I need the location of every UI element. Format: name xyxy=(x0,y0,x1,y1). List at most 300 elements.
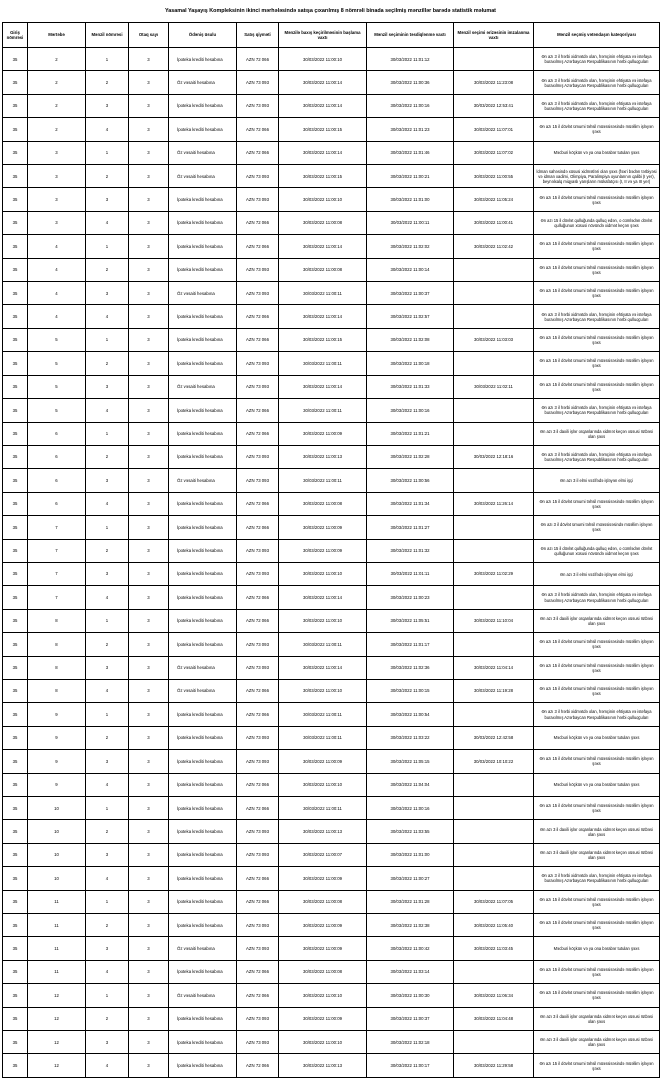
entrance-cell: 35 xyxy=(3,679,28,702)
apartment-number-cell: 3 xyxy=(86,937,129,960)
room-count-cell: 3 xyxy=(129,914,169,937)
table-row xyxy=(3,633,660,656)
apartment-number-cell: 1 xyxy=(86,328,129,351)
room-count-cell: 3 xyxy=(129,539,169,562)
citizen-category-cell: Ən azı 15 il dövlət ümumi təhsil müəssisəsində müəllim işləyən şəxs xyxy=(534,890,660,913)
floor-cell: 10 xyxy=(28,820,86,843)
selection-confirmed-cell: 30/03/2022 11:05:51 xyxy=(367,609,454,632)
floor-cell: 10 xyxy=(28,867,86,890)
application-signed-cell: 30/03/2022 11:02:29 xyxy=(454,562,534,585)
payment-method-cell: İpoteka krediti hesabına xyxy=(169,890,237,913)
sale-price-cell: AZN 72 066 xyxy=(237,422,279,445)
apartment-number-cell: 3 xyxy=(86,188,129,211)
sale-price-cell: AZN 72 066 xyxy=(237,235,279,258)
entrance-cell: 35 xyxy=(3,188,28,211)
table-row xyxy=(3,1054,660,1077)
sale-price-cell: AZN 73 093 xyxy=(237,165,279,188)
citizen-category-cell: Ən azı 15 il dövlət ümumi təhsil müəssisəsində müəllim işləyən şəxs xyxy=(534,679,660,702)
entrance-cell: 35 xyxy=(3,890,28,913)
table-row xyxy=(3,867,660,890)
viewing-start-cell: 30/03/2022 11:00:10 xyxy=(279,48,367,71)
table-row xyxy=(3,235,660,258)
sale-price-cell: AZN 72 066 xyxy=(237,48,279,71)
sale-price-cell: AZN 73 093 xyxy=(237,820,279,843)
room-count-cell: 3 xyxy=(129,328,169,351)
citizen-category-cell: Ən azı 3 il hərbi xidmətdə olan, həmçinin ehtiyata və istefaya buraxılmış Azərbaycan Respublikasının hərbi qulluqçuları xyxy=(534,305,660,328)
selection-confirmed-cell: 30/03/2022 11:02:08 xyxy=(367,328,454,351)
selection-confirmed-cell: 30/03/2022 11:01:21 xyxy=(367,422,454,445)
entrance-cell: 35 xyxy=(3,399,28,422)
room-count-cell: 3 xyxy=(129,1054,169,1077)
entrance-cell: 35 xyxy=(3,469,28,492)
payment-method-cell: Öz vəsaiti hesabına xyxy=(169,656,237,679)
table-row xyxy=(3,609,660,632)
header-apartment-number: Mənzil nömrəsi xyxy=(86,23,129,48)
entrance-cell: 35 xyxy=(3,633,28,656)
sale-price-cell: AZN 72 066 xyxy=(237,586,279,609)
citizen-category-cell: Ən azı 15 il dövlət ümumi təhsil müəssisəsində müəllim işləyən şəxs xyxy=(534,188,660,211)
floor-cell: 5 xyxy=(28,352,86,375)
apartment-number-cell: 4 xyxy=(86,1054,129,1077)
selection-confirmed-cell: 30/03/2022 11:00:11 xyxy=(367,211,454,234)
entrance-cell: 35 xyxy=(3,282,28,305)
selection-confirmed-cell: 30/03/2022 11:01:33 xyxy=(367,375,454,398)
entrance-cell: 35 xyxy=(3,656,28,679)
application-signed-cell: 30/03/2022 12:42:58 xyxy=(454,726,534,749)
entrance-cell: 35 xyxy=(3,375,28,398)
sale-price-cell: AZN 73 093 xyxy=(237,352,279,375)
floor-cell: 4 xyxy=(28,258,86,281)
payment-method-cell: İpoteka krediti hesabına xyxy=(169,726,237,749)
room-count-cell: 3 xyxy=(129,843,169,866)
viewing-start-cell: 30/03/2022 11:00:14 xyxy=(279,375,367,398)
selection-confirmed-cell: 30/03/2022 11:01:11 xyxy=(367,562,454,585)
table-row xyxy=(3,914,660,937)
room-count-cell: 3 xyxy=(129,750,169,773)
citizen-category-cell: Ən azı 3 il hərbi xidmətdə olan, həmçinin ehtiyata və istefaya buraxılmış Azərbaycan Respublikasının hərbi qulluqçuları xyxy=(534,867,660,890)
application-signed-cell: 30/03/2022 11:03:03 xyxy=(454,328,534,351)
citizen-category-cell: Məcburi köçkün və ya ona bərabər tutulan şəxs xyxy=(534,141,660,164)
table-row xyxy=(3,375,660,398)
entrance-cell: 35 xyxy=(3,726,28,749)
floor-cell: 12 xyxy=(28,1031,86,1054)
application-signed-cell: 30/03/2022 11:02:42 xyxy=(454,235,534,258)
sale-price-cell: AZN 73 093 xyxy=(237,539,279,562)
selection-confirmed-cell: 30/03/2022 11:00:17 xyxy=(367,1054,454,1077)
room-count-cell: 3 xyxy=(129,960,169,983)
apartment-number-cell: 3 xyxy=(86,1031,129,1054)
apartment-number-cell: 3 xyxy=(86,750,129,773)
payment-method-cell: İpoteka krediti hesabına xyxy=(169,539,237,562)
citizen-category-cell: Ən azı 3 il hərbi xidmətdə olan, həmçinin ehtiyata və istefaya buraxılmış Azərbaycan Respublikasının hərbi qulluqçuları xyxy=(534,48,660,71)
payment-method-cell: İpoteka krediti hesabına xyxy=(169,188,237,211)
room-count-cell: 3 xyxy=(129,375,169,398)
payment-method-cell: İpoteka krediti hesabına xyxy=(169,516,237,539)
citizen-category-cell: Məcburi köçkün və ya ona bərabər tutulan şəxs xyxy=(534,937,660,960)
entrance-cell: 35 xyxy=(3,1031,28,1054)
citizen-category-cell: İdman sahəsində xüsusi xidmətləri olan şəxs (fəxri bədən tərbiyəsi və idman xadimi, Olimpiya, Paralimpiya oyunlarının qalibi (I yer), beynəlxalq miqyaslı yarışların mükafatçısı (I, II və ya III yer) xyxy=(534,165,660,188)
entrance-cell: 35 xyxy=(3,750,28,773)
application-signed-cell: 30/03/2022 11:29:58 xyxy=(454,1054,534,1077)
floor-cell: 4 xyxy=(28,282,86,305)
viewing-start-cell: 30/03/2022 11:00:11 xyxy=(279,703,367,726)
table-row xyxy=(3,188,660,211)
floor-cell: 2 xyxy=(28,71,86,94)
apartment-number-cell: 2 xyxy=(86,1007,129,1030)
entrance-cell: 35 xyxy=(3,352,28,375)
citizen-category-cell: Ən azı 3 il hərbi xidmətdə olan, həmçinin ehtiyata və istefaya buraxılmış Azərbaycan Respublikasının hərbi qulluqçuları xyxy=(534,586,660,609)
floor-cell: 12 xyxy=(28,1054,86,1077)
citizen-category-cell: Ən azı 15 il dövlət qulluğunda qulluq edən, o cümlədən dövlət qulluğunun xüsusi növündə xidmət keçən şəxs xyxy=(534,211,660,234)
floor-cell: 8 xyxy=(28,656,86,679)
viewing-start-cell: 30/03/2022 11:00:10 xyxy=(279,609,367,632)
citizen-category-cell: Ən azı 3 il hərbi xidmətdə olan, həmçinin ehtiyata və istefaya buraxılmış Azərbaycan Respublikasının hərbi qulluqçuları xyxy=(534,703,660,726)
sale-price-cell: AZN 73 093 xyxy=(237,843,279,866)
table-row xyxy=(3,679,660,702)
entrance-cell: 35 xyxy=(3,48,28,71)
application-signed-cell: 30/03/2022 11:23:08 xyxy=(454,71,534,94)
floor-cell: 5 xyxy=(28,375,86,398)
entrance-cell: 35 xyxy=(3,867,28,890)
sale-price-cell: AZN 72 066 xyxy=(237,890,279,913)
selection-confirmed-cell: 30/03/2022 11:02:02 xyxy=(367,235,454,258)
entrance-cell: 35 xyxy=(3,516,28,539)
sale-price-cell: AZN 72 066 xyxy=(237,797,279,820)
entrance-cell: 35 xyxy=(3,937,28,960)
sale-price-cell: AZN 73 093 xyxy=(237,1031,279,1054)
header-selection-confirmed-time: Mənzil seçiminin təsdiqlənmə vaxtı xyxy=(367,23,454,48)
apartment-number-cell: 4 xyxy=(86,492,129,515)
application-signed-cell: 30/03/2022 11:05:24 xyxy=(454,188,534,211)
room-count-cell: 3 xyxy=(129,516,169,539)
viewing-start-cell: 30/03/2022 11:00:11 xyxy=(279,352,367,375)
selection-confirmed-cell: 30/03/2022 11:01:23 xyxy=(367,118,454,141)
sale-price-cell: AZN 73 093 xyxy=(237,258,279,281)
sale-price-cell: AZN 72 066 xyxy=(237,1054,279,1077)
sale-price-cell: AZN 72 066 xyxy=(237,679,279,702)
entrance-cell: 35 xyxy=(3,797,28,820)
payment-method-cell: Öz vəsaiti hesabına xyxy=(169,469,237,492)
application-signed-cell: 30/03/2022 11:04:48 xyxy=(454,1007,534,1030)
citizen-category-cell: Ən azı 15 il dövlət ümumi təhsil müəssisəsində müəllim işləyən şəxs xyxy=(534,118,660,141)
selection-confirmed-cell: 30/03/2022 11:00:54 xyxy=(367,703,454,726)
entrance-cell: 35 xyxy=(3,422,28,445)
viewing-start-cell: 30/03/2022 11:00:10 xyxy=(279,773,367,796)
room-count-cell: 3 xyxy=(129,890,169,913)
apartment-number-cell: 2 xyxy=(86,258,129,281)
table-row xyxy=(3,48,660,71)
document-title: Yasamal Yaşayış Kompleksinin ikinci mərhələsində satışa çıxarılmış 8 nömrəli binada seçilmiş mənzillər barədə statistik məlumat xyxy=(165,8,496,14)
payment-method-cell: İpoteka krediti hesabına xyxy=(169,914,237,937)
application-signed-cell: 30/03/2022 12:53:41 xyxy=(454,94,534,117)
header-application-signed-time: Mənzil seçimi ərizəsinin imzalanma vaxtı xyxy=(454,23,534,48)
entrance-cell: 35 xyxy=(3,165,28,188)
payment-method-cell: Öz vəsaiti hesabına xyxy=(169,679,237,702)
viewing-start-cell: 30/03/2022 11:00:09 xyxy=(279,516,367,539)
apartment-number-cell: 1 xyxy=(86,984,129,1007)
selection-confirmed-cell: 30/03/2022 11:00:27 xyxy=(367,867,454,890)
viewing-start-cell: 30/03/2022 11:00:10 xyxy=(279,562,367,585)
application-signed-cell xyxy=(454,773,534,796)
payment-method-cell: Öz vəsaiti hesabına xyxy=(169,282,237,305)
header-entrance: Giriş nömrəsi xyxy=(3,23,28,48)
room-count-cell: 3 xyxy=(129,469,169,492)
apartment-number-cell: 3 xyxy=(86,469,129,492)
viewing-start-cell: 30/03/2022 11:00:15 xyxy=(279,165,367,188)
payment-method-cell: İpoteka krediti hesabına xyxy=(169,1007,237,1030)
payment-method-cell: İpoteka krediti hesabına xyxy=(169,1054,237,1077)
sale-price-cell: AZN 72 066 xyxy=(237,960,279,983)
table-row xyxy=(3,399,660,422)
entrance-cell: 35 xyxy=(3,445,28,468)
table-body xyxy=(3,48,660,1078)
citizen-category-cell: Ən azı 15 il dövlət ümumi təhsil müəssisəsində müəllim işləyən şəxs xyxy=(534,633,660,656)
sale-price-cell: AZN 73 093 xyxy=(237,445,279,468)
payment-method-cell: Öz vəsaiti hesabına xyxy=(169,71,237,94)
apartment-number-cell: 1 xyxy=(86,703,129,726)
application-signed-cell: 30/03/2022 11:26:14 xyxy=(454,492,534,515)
citizen-category-cell: Ən azı 3 il elmi vəzifədə işləyən elmi işçi xyxy=(534,562,660,585)
citizen-category-cell: Ən azı 3 il daxili işlər orqanlarında xidmət keçən xüsusi rütbəsi olan şəxs xyxy=(534,843,660,866)
table-row xyxy=(3,328,660,351)
entrance-cell: 35 xyxy=(3,562,28,585)
floor-cell: 3 xyxy=(28,211,86,234)
application-signed-cell xyxy=(454,586,534,609)
table-row xyxy=(3,562,660,585)
room-count-cell: 3 xyxy=(129,188,169,211)
selection-confirmed-cell: 30/03/2022 11:05:15 xyxy=(367,750,454,773)
sale-price-cell: AZN 73 093 xyxy=(237,562,279,585)
entrance-cell: 35 xyxy=(3,984,28,1007)
citizen-category-cell: Ən azı 3 il hərbi xidmətdə olan, həmçinin ehtiyata və istefaya buraxılmış Azərbaycan Respublikasının hərbi qulluqçuları xyxy=(534,71,660,94)
selection-confirmed-cell: 30/03/2022 11:00:42 xyxy=(367,937,454,960)
room-count-cell: 3 xyxy=(129,562,169,585)
application-signed-cell xyxy=(454,633,534,656)
room-count-cell: 3 xyxy=(129,235,169,258)
sale-price-cell: AZN 73 093 xyxy=(237,94,279,117)
sale-price-cell: AZN 73 093 xyxy=(237,1007,279,1030)
application-signed-cell: 30/03/2022 11:07:05 xyxy=(454,890,534,913)
room-count-cell: 3 xyxy=(129,445,169,468)
table-row xyxy=(3,118,660,141)
floor-cell: 8 xyxy=(28,633,86,656)
selection-confirmed-cell: 30/03/2022 11:02:38 xyxy=(367,914,454,937)
application-signed-cell xyxy=(454,469,534,492)
room-count-cell: 3 xyxy=(129,726,169,749)
viewing-start-cell: 30/03/2022 11:00:10 xyxy=(279,679,367,702)
application-signed-cell xyxy=(454,352,534,375)
selection-confirmed-cell: 30/03/2022 11:01:00 xyxy=(367,843,454,866)
viewing-start-cell: 30/03/2022 11:00:09 xyxy=(279,750,367,773)
table-row xyxy=(3,539,660,562)
payment-method-cell: İpoteka krediti hesabına xyxy=(169,399,237,422)
table-row xyxy=(3,165,660,188)
viewing-start-cell: 30/03/2022 11:00:08 xyxy=(279,960,367,983)
application-signed-cell: 30/03/2022 10:10:22 xyxy=(454,750,534,773)
table-row xyxy=(3,984,660,1007)
sale-price-cell: AZN 73 093 xyxy=(237,726,279,749)
viewing-start-cell: 30/03/2022 11:00:11 xyxy=(279,399,367,422)
apartment-number-cell: 4 xyxy=(86,773,129,796)
entrance-cell: 35 xyxy=(3,492,28,515)
room-count-cell: 3 xyxy=(129,703,169,726)
viewing-start-cell: 30/03/2022 11:00:14 xyxy=(279,656,367,679)
header-row xyxy=(3,23,660,48)
citizen-category-cell: Ən azı 15 il dövlət ümumi təhsil müəssisəsində müəllim işləyən şəxs xyxy=(534,375,660,398)
floor-cell: 4 xyxy=(28,235,86,258)
apartment-number-cell: 2 xyxy=(86,71,129,94)
viewing-start-cell: 30/03/2022 11:00:11 xyxy=(279,469,367,492)
room-count-cell: 3 xyxy=(129,48,169,71)
room-count-cell: 3 xyxy=(129,1031,169,1054)
payment-method-cell: İpoteka krediti hesabına xyxy=(169,633,237,656)
room-count-cell: 3 xyxy=(129,586,169,609)
floor-cell: 6 xyxy=(28,492,86,515)
sale-price-cell: AZN 73 093 xyxy=(237,914,279,937)
entrance-cell: 35 xyxy=(3,258,28,281)
room-count-cell: 3 xyxy=(129,352,169,375)
selection-confirmed-cell: 30/03/2022 11:00:16 xyxy=(367,399,454,422)
room-count-cell: 3 xyxy=(129,656,169,679)
sale-price-cell: AZN 73 093 xyxy=(237,469,279,492)
floor-cell: 12 xyxy=(28,1007,86,1030)
entrance-cell: 35 xyxy=(3,586,28,609)
selection-confirmed-cell: 30/03/2022 11:01:27 xyxy=(367,516,454,539)
floor-cell: 2 xyxy=(28,94,86,117)
table-row xyxy=(3,1031,660,1054)
floor-cell: 9 xyxy=(28,773,86,796)
apartment-number-cell: 1 xyxy=(86,516,129,539)
citizen-category-cell: Ən azı 15 il dövlət ümumi təhsil müəssisəsində müəllim işləyən şəxs xyxy=(534,797,660,820)
table-row xyxy=(3,703,660,726)
payment-method-cell: İpoteka krediti hesabına xyxy=(169,305,237,328)
room-count-cell: 3 xyxy=(129,71,169,94)
viewing-start-cell: 30/03/2022 11:00:08 xyxy=(279,258,367,281)
sale-price-cell: AZN 72 066 xyxy=(237,305,279,328)
table-row xyxy=(3,305,660,328)
sale-price-cell: AZN 72 066 xyxy=(237,703,279,726)
payment-method-cell: İpoteka krediti hesabına xyxy=(169,750,237,773)
viewing-start-cell: 30/03/2022 11:00:14 xyxy=(279,235,367,258)
entrance-cell: 35 xyxy=(3,141,28,164)
viewing-start-cell: 30/03/2022 11:00:10 xyxy=(279,984,367,1007)
application-signed-cell: 30/03/2022 11:19:28 xyxy=(454,679,534,702)
apartment-number-cell: 4 xyxy=(86,211,129,234)
citizen-category-cell: Məcburi köçkün və ya ona bərabər tutulan şəxs xyxy=(534,773,660,796)
sale-price-cell: AZN 72 066 xyxy=(237,141,279,164)
application-signed-cell xyxy=(454,539,534,562)
selection-confirmed-cell: 30/03/2022 11:00:14 xyxy=(367,258,454,281)
application-signed-cell xyxy=(454,422,534,445)
sale-price-cell: AZN 72 066 xyxy=(237,118,279,141)
table-row xyxy=(3,71,660,94)
table-row xyxy=(3,1007,660,1030)
apartment-number-cell: 2 xyxy=(86,820,129,843)
apartment-number-cell: 1 xyxy=(86,141,129,164)
payment-method-cell: İpoteka krediti hesabına xyxy=(169,960,237,983)
floor-cell: 6 xyxy=(28,469,86,492)
room-count-cell: 3 xyxy=(129,282,169,305)
payment-method-cell: İpoteka krediti hesabına xyxy=(169,422,237,445)
selection-confirmed-cell: 30/03/2022 11:00:37 xyxy=(367,282,454,305)
apartment-number-cell: 2 xyxy=(86,633,129,656)
citizen-category-cell: Ən azı 15 il dövlət ümumi təhsil müəssisəsində müəllim işləyən şəxs xyxy=(534,914,660,937)
header-sale-price: Satış qiyməti xyxy=(237,23,279,48)
entrance-cell: 35 xyxy=(3,820,28,843)
viewing-start-cell: 30/03/2022 11:00:08 xyxy=(279,492,367,515)
application-signed-cell: 30/03/2022 11:06:34 xyxy=(454,984,534,1007)
floor-cell: 8 xyxy=(28,609,86,632)
table-row xyxy=(3,750,660,773)
selection-confirmed-cell: 30/03/2022 11:02:18 xyxy=(367,1031,454,1054)
header-viewing-start-time: Mənzilə baxış keçirilməsinin başlama vaxtı xyxy=(279,23,367,48)
apartment-number-cell: 3 xyxy=(86,282,129,305)
viewing-start-cell: 30/03/2022 11:00:14 xyxy=(279,71,367,94)
payment-method-cell: İpoteka krediti hesabına xyxy=(169,445,237,468)
table-row xyxy=(3,94,660,117)
apartment-number-cell: 4 xyxy=(86,960,129,983)
sale-price-cell: AZN 73 093 xyxy=(237,188,279,211)
entrance-cell: 35 xyxy=(3,1054,28,1077)
selection-confirmed-cell: 30/03/2022 11:00:21 xyxy=(367,165,454,188)
selection-confirmed-cell: 30/03/2022 11:00:30 xyxy=(367,984,454,1007)
sale-price-cell: AZN 73 093 xyxy=(237,937,279,960)
citizen-category-cell: Ən azı 3 il daxili işlər orqanlarında xidmət keçən xüsusi rütbəsi olan şəxs xyxy=(534,422,660,445)
sale-price-cell: AZN 72 066 xyxy=(237,328,279,351)
selection-confirmed-cell: 30/03/2022 11:00:15 xyxy=(367,679,454,702)
entrance-cell: 35 xyxy=(3,773,28,796)
apartment-number-cell: 3 xyxy=(86,375,129,398)
sale-price-cell: AZN 72 066 xyxy=(237,399,279,422)
viewing-start-cell: 30/03/2022 11:00:14 xyxy=(279,94,367,117)
citizen-category-cell: Ən azı 3 il daxili işlər orqanlarında xidmət keçən xüsusi rütbəsi olan şəxs xyxy=(534,1007,660,1030)
table-row xyxy=(3,492,660,515)
room-count-cell: 3 xyxy=(129,773,169,796)
selection-confirmed-cell: 30/03/2022 11:03:55 xyxy=(367,820,454,843)
room-count-cell: 3 xyxy=(129,937,169,960)
selection-confirmed-cell: 30/03/2022 11:01:32 xyxy=(367,539,454,562)
apartment-number-cell: 4 xyxy=(86,399,129,422)
apartment-number-cell: 4 xyxy=(86,586,129,609)
entrance-cell: 35 xyxy=(3,843,28,866)
table-row xyxy=(3,282,660,305)
room-count-cell: 3 xyxy=(129,165,169,188)
table-row xyxy=(3,586,660,609)
apartment-number-cell: 3 xyxy=(86,843,129,866)
sale-price-cell: AZN 72 066 xyxy=(237,867,279,890)
application-signed-cell: 30/03/2022 11:00:55 xyxy=(454,165,534,188)
application-signed-cell xyxy=(454,703,534,726)
payment-method-cell: İpoteka krediti hesabına xyxy=(169,352,237,375)
table-row xyxy=(3,797,660,820)
viewing-start-cell: 30/03/2022 11:00:09 xyxy=(279,539,367,562)
citizen-category-cell: Ən azı 15 il dövlət ümumi təhsil müəssisəsində müəllim işləyən şəxs xyxy=(534,656,660,679)
sale-price-cell: AZN 73 093 xyxy=(237,375,279,398)
entrance-cell: 35 xyxy=(3,211,28,234)
room-count-cell: 3 xyxy=(129,633,169,656)
selection-confirmed-cell: 30/03/2022 11:04:04 xyxy=(367,773,454,796)
header-room-count: Otaq sayı xyxy=(129,23,169,48)
room-count-cell: 3 xyxy=(129,141,169,164)
application-signed-cell xyxy=(454,797,534,820)
apartment-number-cell: 2 xyxy=(86,914,129,937)
citizen-category-cell: Ən azı 3 il daxili işlər orqanlarında xidmət keçən xüsusi rütbəsi olan şəxs xyxy=(534,820,660,843)
table-row xyxy=(3,890,660,913)
sale-price-cell: AZN 72 066 xyxy=(237,773,279,796)
payment-method-cell: İpoteka krediti hesabına xyxy=(169,48,237,71)
viewing-start-cell: 30/03/2022 11:00:10 xyxy=(279,188,367,211)
payment-method-cell: İpoteka krediti hesabına xyxy=(169,211,237,234)
